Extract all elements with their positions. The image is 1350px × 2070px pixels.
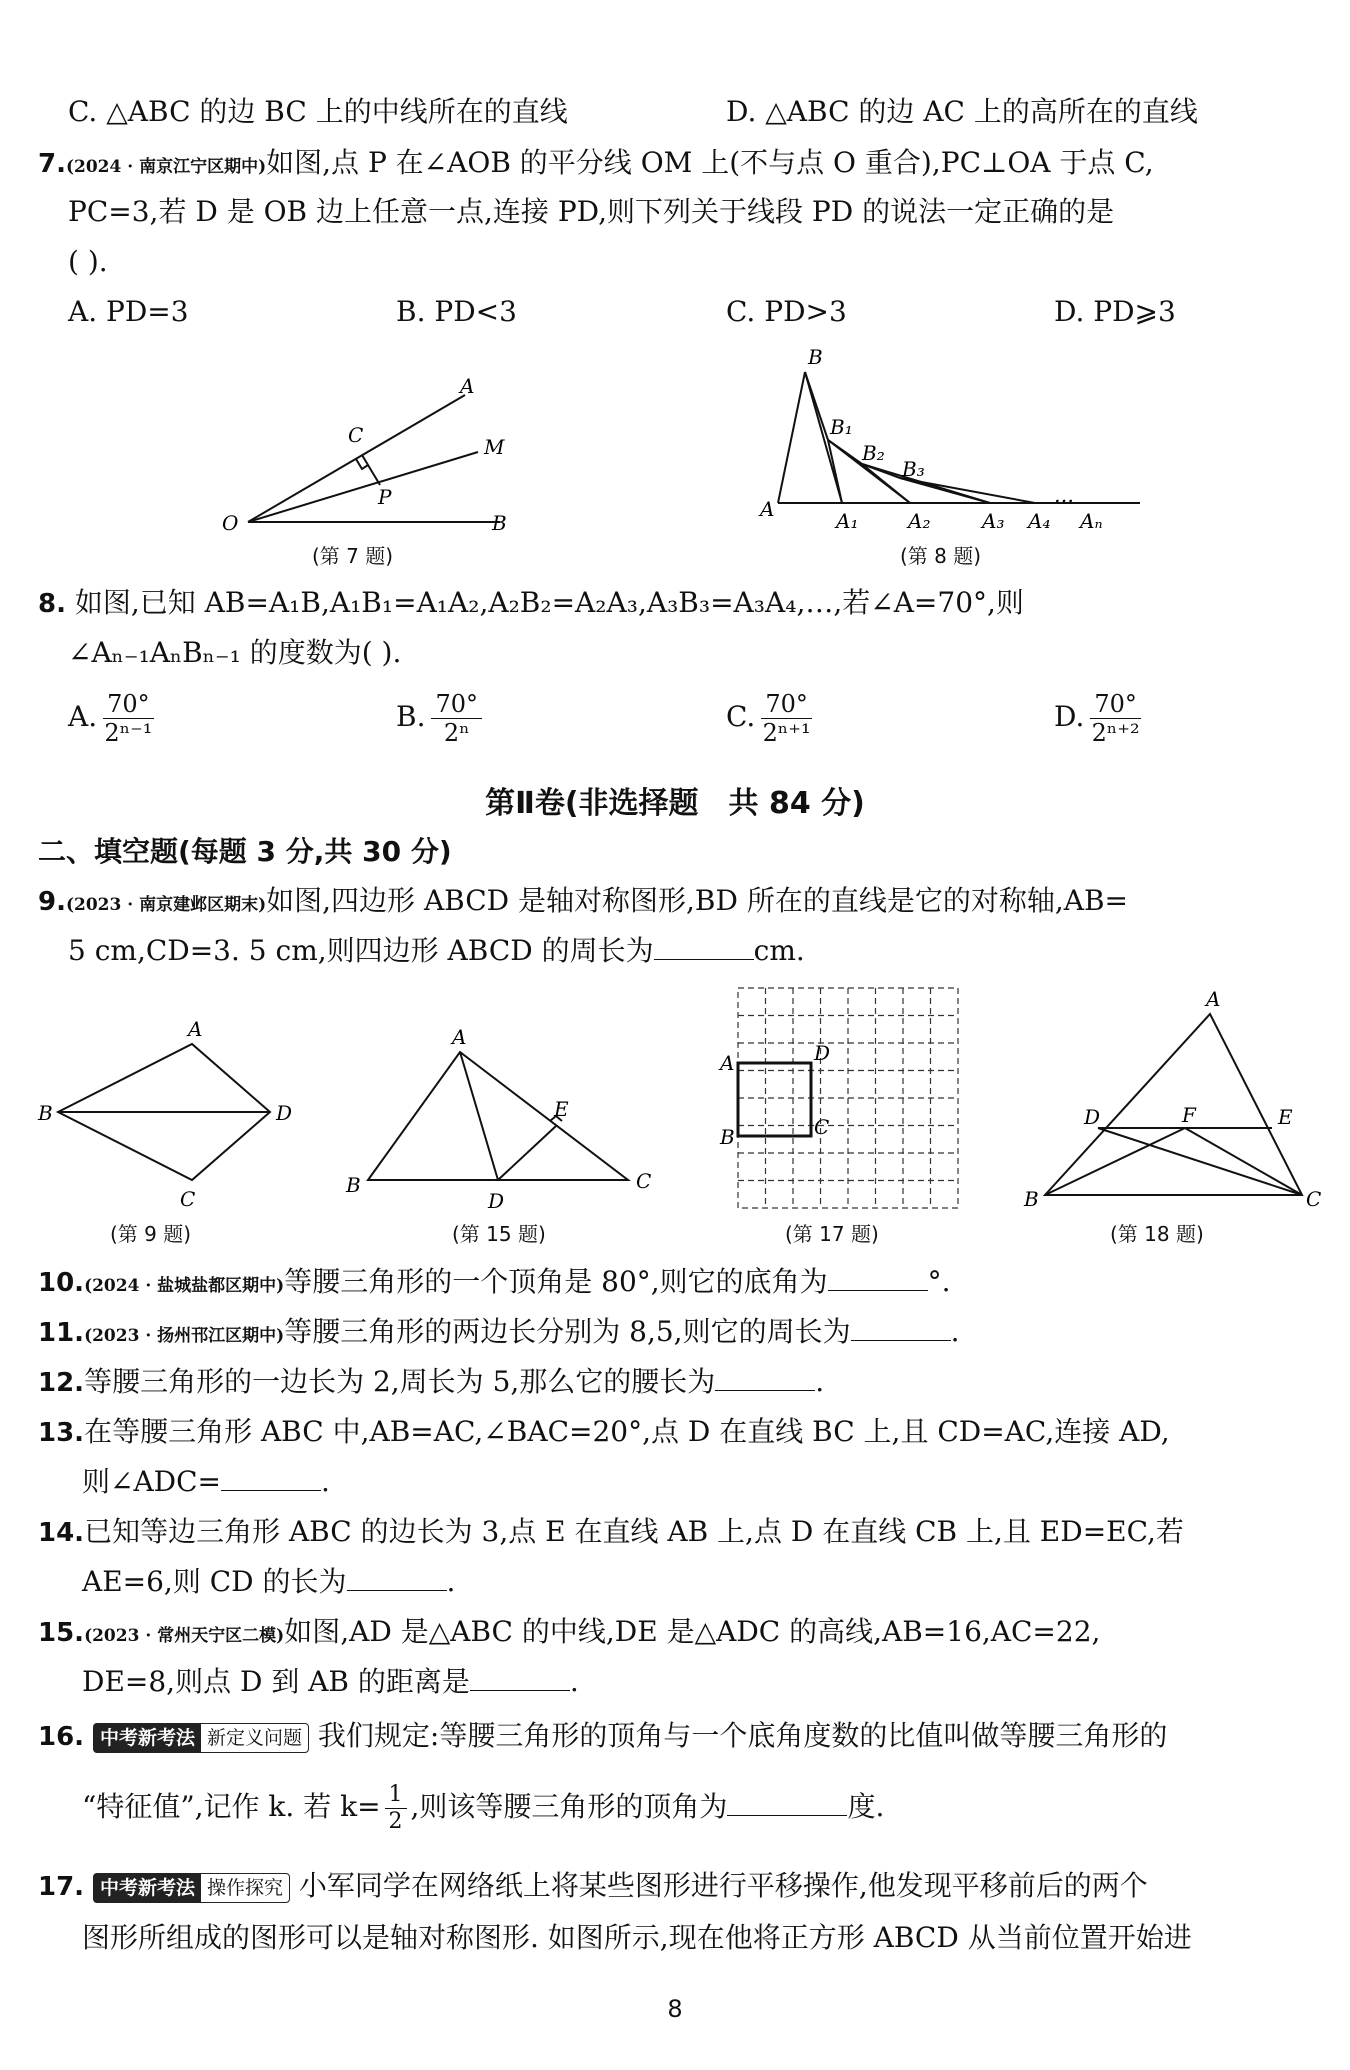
fig9-label-d: D bbox=[276, 1101, 293, 1125]
q14-answer-blank[interactable] bbox=[347, 1564, 447, 1591]
q8-option-a-letter: A. bbox=[68, 700, 98, 733]
q12-text: 等腰三角形的一边长为 2,周长为 5,那么它的腰长为 bbox=[84, 1365, 716, 1398]
q15-text2: DE=8,则点 D 到 AB 的距离是 bbox=[82, 1665, 470, 1698]
q17-text1: 小军同学在网络纸上将某些图形进行平移操作,他发现平移前后的两个 bbox=[298, 1869, 1148, 1902]
q13-answer-blank[interactable] bbox=[221, 1464, 321, 1491]
q8-option-a-fraction bbox=[103, 690, 154, 747]
q10-end: °. bbox=[927, 1265, 951, 1298]
fig18-label-f: F bbox=[1182, 1103, 1196, 1127]
figure-7 bbox=[210, 370, 540, 550]
q9-source: (2023 · 南京建邺区期末) bbox=[65, 895, 267, 915]
fig8-label-a4: A₄ bbox=[1028, 509, 1051, 533]
q11-source: (2023 · 扬州邗江区期中) bbox=[84, 1326, 285, 1346]
q11-end: . bbox=[950, 1315, 960, 1348]
fig9-label-a: A bbox=[188, 1017, 203, 1041]
fig8-caption: (第 8 题) bbox=[900, 544, 982, 568]
q16-tag-secondary: 新定义问题 bbox=[206, 1726, 302, 1749]
figure-17 bbox=[700, 980, 970, 1220]
fig17-label-b: B bbox=[720, 1125, 735, 1149]
q16-frac-den: 2 bbox=[388, 1809, 403, 1834]
q8-d-num: 70° bbox=[1090, 690, 1141, 719]
q9-number: 9. bbox=[38, 887, 66, 917]
fig17-label-a: A bbox=[720, 1051, 735, 1075]
q11-text: 等腰三角形的两边长分别为 8,5,则它的周长为 bbox=[284, 1315, 851, 1348]
q8-option-d-letter: D. bbox=[1054, 700, 1085, 733]
fig8-label-a2: A₂ bbox=[908, 509, 931, 533]
part-2-heading: 第Ⅱ卷(非选择题 共 84 分) bbox=[485, 786, 865, 821]
q8-line2: ∠Aₙ₋₁AₙBₙ₋₁ 的度数为( ). bbox=[68, 636, 402, 669]
fig15-label-b: B bbox=[346, 1173, 361, 1197]
figure-9 bbox=[30, 1010, 300, 1225]
q14-text1: 已知等边三角形 ABC 的边长为 3,点 E 在直线 AB 上,点 D 在直线 CB 上,且 ED=EC,若 bbox=[84, 1515, 1184, 1548]
fig17-label-d: D bbox=[814, 1041, 831, 1065]
q13-text2: 则∠ADC= bbox=[82, 1465, 222, 1498]
fig7-label-b: B bbox=[492, 511, 507, 535]
q15-number: 15. bbox=[38, 1618, 85, 1648]
q8-option-b-fraction bbox=[431, 690, 482, 747]
fig18-label-a: A bbox=[1206, 990, 1221, 1011]
q15-source: (2023 · 常州天宁区二模) bbox=[84, 1626, 285, 1646]
page-number: 8 bbox=[667, 1995, 683, 2023]
fig7-label-o: O bbox=[222, 511, 239, 535]
q17-tag-secondary: 操作探究 bbox=[206, 1876, 283, 1899]
q8-a-den: 2ⁿ⁻¹ bbox=[104, 719, 153, 747]
fig9-label-c: C bbox=[180, 1187, 196, 1211]
q16-line1 bbox=[38, 1716, 1167, 1757]
q13-line1 bbox=[38, 1412, 1170, 1453]
q10-answer-blank[interactable] bbox=[828, 1264, 928, 1291]
q7-option-d: D. PD⩾3 bbox=[1054, 295, 1176, 328]
q8-b-den: 2ⁿ bbox=[443, 719, 470, 747]
fig9-caption: (第 9 题) bbox=[110, 1222, 192, 1246]
q8-option-c-letter: C. bbox=[726, 700, 756, 733]
fig8-label-a: A bbox=[760, 497, 775, 521]
q14-text2: AE=6,则 CD 的长为 bbox=[82, 1565, 347, 1598]
q17-line2: 图形所组成的图形可以是轴对称图形. 如图所示,现在他将正方形 ABCD 从当前位置开始进 bbox=[82, 1921, 1192, 1954]
q16-text1: 我们规定:等腰三角形的顶角与一个底角度数的比值叫做等腰三角形的 bbox=[317, 1719, 1168, 1752]
fig15-label-e: E bbox=[554, 1097, 569, 1121]
q10-number: 10. bbox=[38, 1268, 85, 1298]
q8-option-a bbox=[68, 690, 154, 747]
fig17-label-c: C bbox=[814, 1115, 830, 1139]
q15-end: . bbox=[569, 1665, 579, 1698]
q10-line bbox=[38, 1262, 951, 1306]
q14-line1 bbox=[38, 1512, 1184, 1553]
q6-option-d: D. △ABC 的边 AC 上的高所在的直线 bbox=[726, 95, 1198, 128]
q9-answer-blank[interactable] bbox=[654, 933, 754, 960]
q12-line bbox=[38, 1362, 824, 1403]
figure-15 bbox=[330, 1020, 670, 1220]
q12-answer-blank[interactable] bbox=[715, 1364, 815, 1391]
q11-answer-blank[interactable] bbox=[851, 1314, 951, 1341]
fig18-label-c: C bbox=[1306, 1187, 1322, 1211]
fig8-label-b3: B₃ bbox=[902, 457, 925, 481]
q7-option-c: C. PD>3 bbox=[726, 295, 847, 328]
q7-option-b: B. PD<3 bbox=[396, 295, 517, 328]
q8-option-b-letter: B. bbox=[396, 700, 426, 733]
fig15-caption: (第 15 题) bbox=[452, 1222, 546, 1246]
figure-18 bbox=[1010, 990, 1340, 1220]
q8-d-den: 2ⁿ⁺² bbox=[1091, 719, 1140, 747]
q8-option-d-fraction bbox=[1090, 690, 1141, 747]
q17-tag bbox=[93, 1873, 290, 1903]
q9-line1 bbox=[38, 881, 1128, 925]
q14-end: . bbox=[446, 1565, 456, 1598]
q11-number: 11. bbox=[38, 1318, 85, 1348]
q8-option-c bbox=[726, 690, 812, 747]
q8-c-num: 70° bbox=[761, 690, 812, 719]
q8-option-b bbox=[396, 690, 482, 747]
fig8-label-b1: B₁ bbox=[830, 415, 853, 439]
q7-line3: ( ). bbox=[68, 245, 108, 278]
fig7-caption: (第 7 题) bbox=[312, 544, 394, 568]
fig7-label-m: M bbox=[484, 435, 505, 459]
fig7-label-p: P bbox=[378, 485, 392, 509]
fig9-label-b: B bbox=[38, 1101, 53, 1125]
q13-number: 13. bbox=[38, 1418, 85, 1448]
fig15-label-c: C bbox=[636, 1169, 652, 1193]
fig15-label-d: D bbox=[488, 1189, 505, 1213]
q15-line1 bbox=[38, 1612, 1100, 1656]
fig15-label-a: A bbox=[452, 1025, 467, 1049]
fig18-caption: (第 18 题) bbox=[1110, 1222, 1204, 1246]
q10-text: 等腰三角形的一个顶角是 80°,则它的底角为 bbox=[284, 1265, 828, 1298]
q13-text1: 在等腰三角形 ABC 中,AB=AC,∠BAC=20°,点 D 在直线 BC 上,且 CD=AC,连接 AD, bbox=[84, 1415, 1170, 1448]
fig8-label-a3: A₃ bbox=[982, 509, 1005, 533]
q16-end: 度. bbox=[847, 1790, 885, 1823]
q9-text1: 如图,四边形 ABCD 是轴对称图形,BD 所在的直线是它的对称轴,AB= bbox=[266, 884, 1129, 917]
q8-option-d bbox=[1054, 690, 1141, 747]
q15-answer-blank[interactable] bbox=[470, 1664, 570, 1691]
fig7-label-c: C bbox=[348, 423, 364, 447]
q8-number: 8. bbox=[38, 589, 66, 619]
fig7-label-a: A bbox=[460, 374, 475, 398]
q16-line2 bbox=[82, 1782, 884, 1835]
fig18-label-b: B bbox=[1024, 1187, 1039, 1211]
q17-line1 bbox=[38, 1866, 1148, 1907]
q14-number: 14. bbox=[38, 1518, 85, 1548]
q8-text1: 如图,已知 AB=A₁B,A₁B₁=A₁A₂,A₂B₂=A₂A₃,A₃B₃=A₃A₄,…,若∠A=70°,则 bbox=[74, 586, 1024, 619]
q6-option-c: C. △ABC 的边 BC 上的中线所在的直线 bbox=[68, 95, 568, 128]
q13-line2 bbox=[82, 1462, 330, 1502]
fig18-label-e: E bbox=[1278, 1105, 1293, 1129]
q7-line1 bbox=[38, 143, 1154, 187]
q16-answer-blank[interactable] bbox=[727, 1789, 847, 1816]
q8-b-num: 70° bbox=[431, 690, 482, 719]
q16-text3: ,则该等腰三角形的顶角为 bbox=[410, 1790, 728, 1823]
q13-end: . bbox=[321, 1465, 330, 1498]
q17-number: 17. bbox=[38, 1872, 85, 1902]
q16-text2: “特征值”,记作 k. 若 k= bbox=[82, 1790, 381, 1823]
q8-c-den: 2ⁿ⁺¹ bbox=[762, 719, 811, 747]
q12-number: 12. bbox=[38, 1368, 85, 1398]
q16-fraction bbox=[385, 1782, 407, 1835]
fig17-caption: (第 17 题) bbox=[785, 1222, 879, 1246]
q9-text2: 5 cm,CD=3. 5 cm,则四边形 ABCD 的周长为 bbox=[68, 934, 654, 967]
q11-line bbox=[38, 1312, 959, 1356]
q16-frac-num: 1 bbox=[385, 1782, 407, 1809]
q10-source: (2024 · 盐城盐都区期中) bbox=[84, 1276, 285, 1296]
fig18-label-d: D bbox=[1084, 1105, 1101, 1129]
q15-line2 bbox=[82, 1662, 579, 1702]
q16-tag-primary: 中考新考法 bbox=[94, 1724, 201, 1752]
q7-source: (2024 · 南京江宁区期中) bbox=[65, 157, 267, 177]
q7-option-a: A. PD=3 bbox=[68, 295, 189, 328]
fig8-label-a1: A₁ bbox=[836, 509, 859, 533]
q7-text1: 如图,点 P 在∠AOB 的平分线 OM 上(不与点 O 重合),PC⊥OA 于点 C, bbox=[266, 146, 1154, 179]
q9-unit: cm. bbox=[753, 934, 805, 967]
q16-tag bbox=[93, 1723, 309, 1753]
q9-line2 bbox=[68, 931, 805, 971]
q16-number: 16. bbox=[38, 1722, 85, 1752]
q8-option-c-fraction bbox=[761, 690, 812, 747]
figure-8 bbox=[750, 340, 1140, 540]
q7-line2: PC=3,若 D 是 OB 边上任意一点,连接 PD,则下列关于线段 PD 的说法一定正确的是 bbox=[68, 195, 1115, 228]
q8-line1 bbox=[38, 583, 1024, 624]
fig8-label-b2: B₂ bbox=[862, 441, 885, 465]
q8-a-num: 70° bbox=[103, 690, 154, 719]
section-2-heading: 二、填空题(每题 3 分,共 30 分) bbox=[38, 835, 452, 868]
q17-tag-primary: 中考新考法 bbox=[94, 1874, 201, 1902]
fig8-label-b: B bbox=[808, 345, 823, 369]
q7-number: 7. bbox=[38, 149, 66, 179]
q15-text1: 如图,AD 是△ABC 的中线,DE 是△ADC 的高线,AB=16,AC=22, bbox=[284, 1615, 1101, 1648]
q14-line2 bbox=[82, 1562, 455, 1602]
q12-end: . bbox=[815, 1365, 825, 1398]
fig8-label-an: Aₙ bbox=[1080, 509, 1103, 533]
fig8-label-dots: … bbox=[1054, 483, 1074, 507]
